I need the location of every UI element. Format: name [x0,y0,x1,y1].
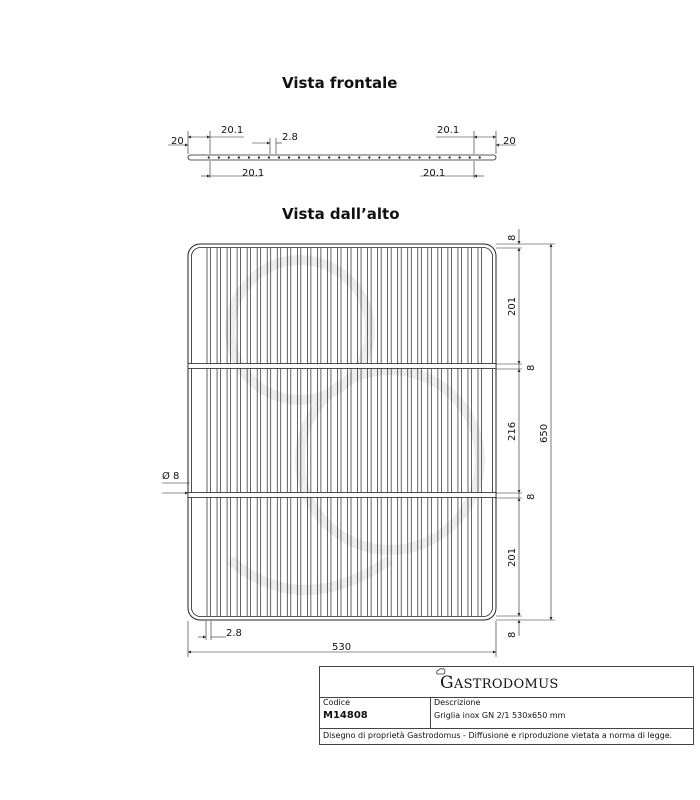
front-rod-dot [338,156,340,158]
front-rod-dot [479,156,481,158]
front-rod-dot [398,156,400,158]
front-rod-dot [348,156,350,158]
dim-overall-width: 530 [332,642,352,653]
front-rod-dot [208,156,210,158]
front-rod-dot [368,156,370,158]
front-view [188,155,496,160]
front-rod-dot [228,156,230,158]
dim-rail-2: 8 [526,493,537,500]
dim-overall-height: 650 [539,423,550,443]
front-rod-dot [358,156,360,158]
cross-rail-lower [188,493,496,498]
front-rod-dot [238,156,240,158]
dim-span-3: 201 [507,547,518,567]
grid-rods [207,248,482,616]
front-rod-dot [268,156,270,158]
front-rod-dot [318,156,320,158]
front-rod-dot [449,156,451,158]
dim-front-right-outer: 20 [503,136,516,147]
front-rod-dot [258,156,260,158]
description-value: Griglia inox GN 2/1 530x650 mm [434,711,566,720]
code-cell [320,697,431,728]
top-view-title: Vista dall’alto [282,205,400,223]
front-rod-dot [418,156,420,158]
dim-span-2: 216 [507,421,518,441]
title-block-info-row [320,697,693,729]
front-rod-dot [218,156,220,158]
title-block-logo-row [320,667,693,698]
dim-front-bottom-right: 20.1 [423,168,446,179]
dim-front-left-outer: 20 [171,136,184,147]
front-rod-dot [469,156,471,158]
brand-logo-initial: G [440,673,454,693]
cross-rail-upper [188,364,496,369]
brand-logo [440,673,559,693]
front-rod-dot [248,156,250,158]
front-rod-dot [328,156,330,158]
description-label: Descrizione [434,698,481,707]
front-rod-dot [298,156,300,158]
brand-logo-rest: ASTRODOMUS [453,677,559,692]
front-rod-dot [428,156,430,158]
front-rod-dot [278,156,280,158]
front-rod-dot [439,156,441,158]
dim-rod-diameter: Ø 8 [162,471,180,482]
dim-front-left-pitch: 20.1 [221,125,244,136]
dim-front-bottom-left: 20.1 [242,168,265,179]
front-rod-dot [288,156,290,158]
front-view-title: Vista frontale [282,74,398,92]
dim-rod-gap: 2.8 [226,628,242,639]
dim-bottom-edge: 8 [507,631,518,638]
front-rod-dots [208,156,481,158]
dim-span-1: 201 [507,296,518,316]
front-rod-dot [459,156,461,158]
code-label: Codice [323,698,351,707]
copyright-notice: Disegno di proprietà Gastrodomus - Diffusione e riproduzione vietata a norma di legge. [323,731,673,740]
front-rod-dot [388,156,390,158]
title-block [319,666,694,745]
front-rod-dot [308,156,310,158]
code-value: M14808 [323,710,368,721]
dim-front-right-pitch: 20.1 [437,125,460,136]
front-rod-dot [408,156,410,158]
dim-rail-1: 8 [526,364,537,371]
front-dimensions [168,125,516,179]
dim-front-wire: 2.8 [282,132,298,143]
front-rod-dot [378,156,380,158]
dim-top-edge: 8 [507,234,518,241]
description-cell [431,697,693,728]
